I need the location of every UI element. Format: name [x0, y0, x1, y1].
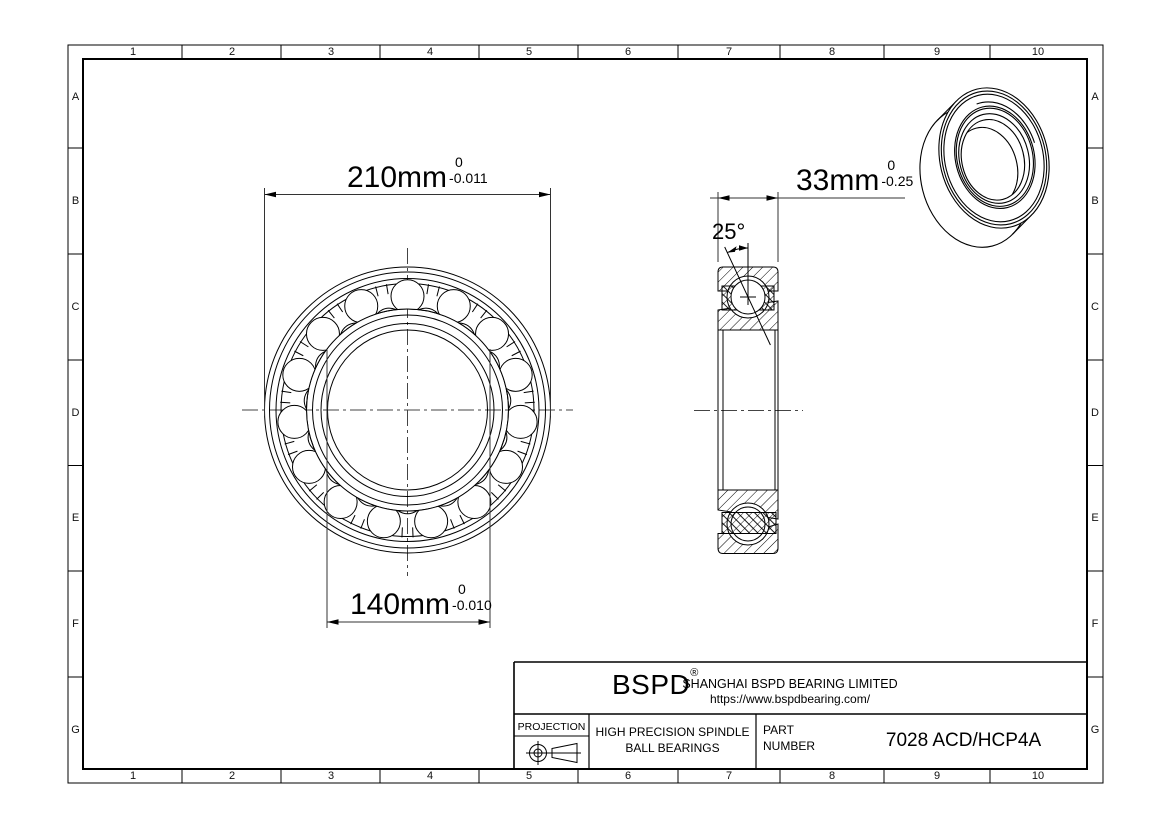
cage-pocket-edge [300, 341, 308, 346]
zone-col-9-bottom: 9 [933, 770, 941, 782]
zone-col-5-top: 5 [525, 46, 533, 58]
zone-row-A-left: A [71, 90, 80, 103]
part-number-label: PART NUMBER [763, 723, 816, 753]
ball [367, 505, 400, 538]
cage-pocket-edge [280, 402, 290, 403]
zone-col-2-top: 2 [228, 46, 236, 58]
cage-pocket-edge [427, 284, 429, 294]
dim-angle-text: 25° [712, 219, 746, 244]
zone-col-10-bottom: 10 [1031, 770, 1045, 782]
cage-pocket-edge [491, 492, 498, 499]
company-website: https://www.bspdbearing.com/ [709, 692, 871, 706]
ball [490, 450, 523, 483]
dim-od-text [347, 154, 488, 195]
zone-col-7-bottom: 7 [725, 770, 733, 782]
dim-width-tolerance: 0 -0.25 [881, 157, 914, 190]
ball [324, 486, 357, 519]
cage-pocket-edge [376, 287, 379, 297]
zone-row-B-left: B [71, 195, 80, 207]
ball [283, 358, 316, 391]
cage-pocket-edge [512, 351, 521, 356]
dim-bore-value: 140mm [350, 588, 451, 621]
ball [391, 280, 424, 313]
zone-col-5-bottom: 5 [525, 770, 533, 782]
zone-row-D-right: D [1091, 406, 1099, 419]
zone-row-A-right: A [1091, 90, 1099, 103]
cage-pocket-edge [521, 441, 531, 444]
cage-pocket-edge [309, 485, 317, 491]
cage-pocket-edge [285, 441, 295, 444]
section-view [694, 192, 905, 554]
cage-pocket-edge [451, 519, 455, 528]
zone-col-10-top: 10 [1031, 46, 1045, 58]
zone-col-4-top: 4 [426, 46, 434, 58]
cage-pocket-edge [437, 287, 440, 297]
company-name: SHANGHAI BSPD BEARING LIMITED [682, 677, 898, 691]
front-view [242, 188, 573, 628]
cage-pocket-edge [317, 492, 324, 499]
product-name-line2: BALL BEARINGS [625, 741, 720, 755]
zone-col-4-bottom: 4 [426, 770, 434, 782]
cage-pocket-edge [288, 451, 297, 455]
ball [504, 405, 537, 438]
zone-row-E-right: E [1091, 512, 1099, 524]
zone-col-8-bottom: 8 [828, 770, 836, 782]
cage-pocket-edge [507, 341, 515, 346]
isometric-view [902, 76, 1067, 259]
ball [437, 290, 470, 323]
dim-width-text [796, 157, 914, 198]
zone-col-1-top: 1 [129, 46, 137, 58]
cage-pocket-edge [481, 310, 487, 318]
zone-row-B-right: B [1091, 195, 1099, 207]
cage-pocket-edge [525, 402, 535, 403]
cage-pocket-edge [294, 351, 303, 356]
cage-pocket-edge [498, 485, 506, 491]
cage-pocket-edge [460, 515, 464, 524]
cage-pocket-edge [518, 451, 527, 455]
part-number-value: 7028 ACD/HCP4A [885, 730, 1042, 751]
projection-label: PROJECTION [517, 721, 586, 733]
zone-row-G-right: G [1090, 724, 1100, 736]
zone-row-C-left: C [71, 301, 80, 313]
zone-col-7-top: 7 [725, 46, 733, 58]
registered-mark: ® [690, 667, 699, 679]
ball [476, 317, 509, 350]
dim-width-value: 33mm [796, 164, 880, 197]
ball [306, 317, 339, 350]
zone-col-8-top: 8 [828, 46, 836, 58]
cage-pocket-edge [524, 391, 534, 392]
cage-section-bottom [722, 513, 776, 534]
company-logo: BSPD® [612, 667, 699, 700]
ball [458, 486, 491, 519]
zone-row-F-right: F [1091, 618, 1099, 630]
cage-pocket-edge [281, 391, 291, 392]
dim-od-value: 210mm [347, 161, 448, 194]
zone-row-F-left: F [72, 618, 79, 630]
cage-pocket-edge [361, 519, 365, 528]
zone-row-E-left: E [71, 512, 80, 524]
cage-pocket-edge [328, 310, 334, 318]
zone-col-3-top: 3 [327, 46, 335, 58]
projection-symbol-icon [526, 741, 581, 765]
cage-pocket-edge [337, 304, 343, 312]
zone-row-G-left: G [71, 724, 80, 736]
cage-pocket-edge [386, 284, 388, 294]
zone-row-D-left: D [71, 406, 80, 419]
dim-od-tolerance: 0 -0.011 [449, 154, 488, 187]
product-name-line1: HIGH PRECISION SPINDLE [595, 725, 750, 739]
ball [499, 358, 532, 391]
zone-col-6-bottom: 6 [624, 770, 632, 782]
ball [345, 290, 378, 323]
zone-col-6-top: 6 [624, 46, 632, 58]
ball [292, 450, 325, 483]
zone-col-1-bottom: 1 [129, 770, 137, 782]
dim-bore-tolerance: 0 -0.010 [452, 581, 492, 614]
dim-bore-text [350, 581, 492, 622]
zone-col-3-bottom: 3 [327, 770, 335, 782]
ball [415, 505, 448, 538]
cage-pocket-edge [472, 304, 478, 312]
cage-pocket-edge [351, 515, 355, 524]
zone-col-9-top: 9 [933, 46, 941, 58]
ball [278, 405, 311, 438]
zone-row-C-right: C [1091, 301, 1099, 313]
zone-col-2-bottom: 2 [228, 770, 236, 782]
